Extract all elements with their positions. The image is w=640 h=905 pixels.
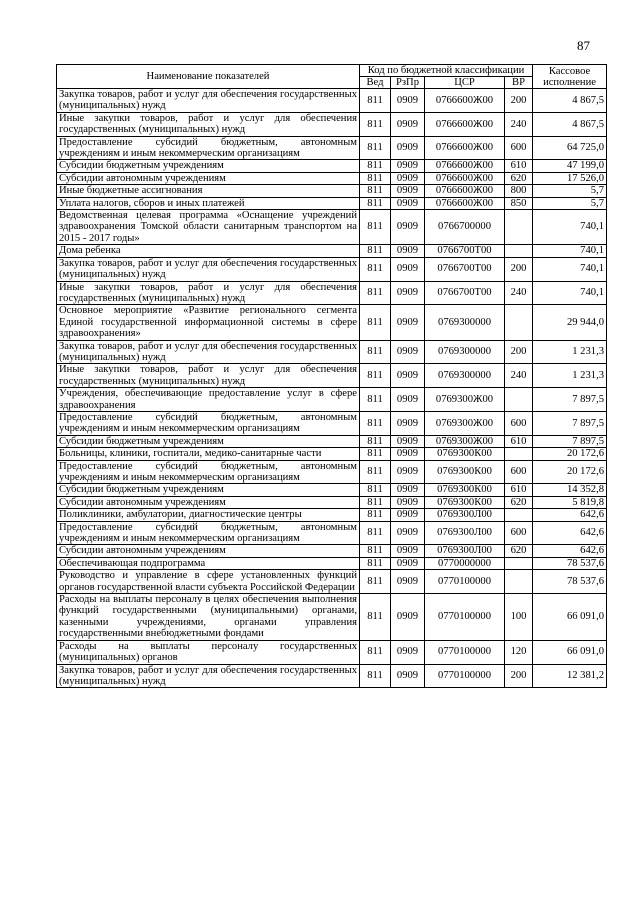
row-vr: 620 xyxy=(505,496,533,508)
row-ved: 811 xyxy=(360,509,391,521)
row-sum: 740,1 xyxy=(533,257,607,281)
table-row xyxy=(57,509,607,521)
row-name: Основное мероприятие «Развитие регионального сегмента Единой государственной информационной системы в сфере здравоохранения» xyxy=(57,305,360,340)
row-vr: 200 xyxy=(505,664,533,688)
row-name: Руководство и управление в сфере установленных функций органов государственной власти субъекта Российской Федерации xyxy=(57,570,360,594)
table-row xyxy=(57,640,607,664)
row-name: Иные бюджетные ассигнования xyxy=(57,185,360,197)
row-vr: 200 xyxy=(505,89,533,113)
row-ved: 811 xyxy=(360,245,391,257)
row-sum: 5,7 xyxy=(533,185,607,197)
row-csr: 0770100000 xyxy=(425,664,505,688)
row-csr: 0766600Ж00 xyxy=(425,172,505,184)
table-body xyxy=(57,89,607,688)
row-ved: 811 xyxy=(360,197,391,209)
row-vr: 850 xyxy=(505,197,533,209)
row-name: Субсидии автономным учреждениям xyxy=(57,172,360,184)
row-name: Иные закупки товаров, работ и услуг для обеспечения государственных (муниципальных) нужд xyxy=(57,364,360,388)
table-row xyxy=(57,364,607,388)
row-vr: 240 xyxy=(505,281,533,305)
row-ved: 811 xyxy=(360,448,391,460)
row-sum: 64 725,0 xyxy=(533,136,607,160)
row-name: Закупка товаров, работ и услуг для обеспечения государственных (муниципальных) нужд xyxy=(57,340,360,364)
row-csr: 0766700Т00 xyxy=(425,257,505,281)
row-name: Субсидии бюджетным учреждениям xyxy=(57,484,360,496)
row-rzpr: 0909 xyxy=(391,245,425,257)
row-csr: 0766700Т00 xyxy=(425,281,505,305)
row-vr xyxy=(505,448,533,460)
row-rzpr: 0909 xyxy=(391,136,425,160)
row-csr: 0770000000 xyxy=(425,557,505,569)
row-sum: 7 897,5 xyxy=(533,388,607,412)
row-rzpr: 0909 xyxy=(391,570,425,594)
row-csr: 0766600Ж00 xyxy=(425,89,505,113)
row-ved: 811 xyxy=(360,664,391,688)
row-ved: 811 xyxy=(360,136,391,160)
table-row xyxy=(57,172,607,184)
row-name: Иные закупки товаров, работ и услуг для обеспечения государственных (муниципальных) нужд xyxy=(57,112,360,136)
row-csr: 0769300К00 xyxy=(425,496,505,508)
row-rzpr: 0909 xyxy=(391,448,425,460)
table-row xyxy=(57,340,607,364)
row-vr: 200 xyxy=(505,257,533,281)
row-rzpr: 0909 xyxy=(391,112,425,136)
row-rzpr: 0909 xyxy=(391,496,425,508)
table-row xyxy=(57,448,607,460)
row-vr: 610 xyxy=(505,160,533,172)
row-vr xyxy=(505,388,533,412)
row-rzpr: 0909 xyxy=(391,305,425,340)
row-sum: 78 537,6 xyxy=(533,570,607,594)
row-ved: 811 xyxy=(360,484,391,496)
row-rzpr: 0909 xyxy=(391,484,425,496)
row-csr: 0770100000 xyxy=(425,570,505,594)
row-vr: 100 xyxy=(505,594,533,641)
table-row xyxy=(57,257,607,281)
table-row xyxy=(57,484,607,496)
row-csr: 0766600Ж00 xyxy=(425,197,505,209)
row-sum: 17 526,0 xyxy=(533,172,607,184)
row-name: Закупка товаров, работ и услуг для обеспечения государственных (муниципальных) нужд xyxy=(57,257,360,281)
page-number: 87 xyxy=(577,38,590,53)
row-rzpr: 0909 xyxy=(391,435,425,447)
row-rzpr: 0909 xyxy=(391,388,425,412)
row-rzpr: 0909 xyxy=(391,281,425,305)
row-sum: 642,6 xyxy=(533,545,607,557)
row-name: Субсидии автономным учреждениям xyxy=(57,545,360,557)
row-ved: 811 xyxy=(360,185,391,197)
row-name: Субсидии автономным учреждениям xyxy=(57,496,360,508)
row-csr: 0770100000 xyxy=(425,640,505,664)
row-csr: 0769300000 xyxy=(425,340,505,364)
row-sum: 78 537,6 xyxy=(533,557,607,569)
table-row xyxy=(57,664,607,688)
row-name: Предоставление субсидий бюджетным, автономным учреждениям и иным некоммерческим организациям xyxy=(57,136,360,160)
row-vr: 600 xyxy=(505,521,533,545)
header-ved: Вед xyxy=(360,77,391,89)
row-ved: 811 xyxy=(360,89,391,113)
row-sum: 14 352,8 xyxy=(533,484,607,496)
table-row xyxy=(57,89,607,113)
row-csr: 0770100000 xyxy=(425,594,505,641)
row-vr xyxy=(505,570,533,594)
row-rzpr: 0909 xyxy=(391,557,425,569)
row-rzpr: 0909 xyxy=(391,257,425,281)
row-rzpr: 0909 xyxy=(391,364,425,388)
row-sum: 1 231,3 xyxy=(533,340,607,364)
row-sum: 5 819,8 xyxy=(533,496,607,508)
row-vr: 120 xyxy=(505,640,533,664)
row-sum: 740,1 xyxy=(533,245,607,257)
row-ved: 811 xyxy=(360,545,391,557)
row-name: Ведомственная целевая программа «Оснащение учреждений здравоохранения Томской области санитарным транспортом на 2015 - 2017 годы» xyxy=(57,210,360,245)
row-vr: 600 xyxy=(505,460,533,484)
row-name: Предоставление субсидий бюджетным, автономным учреждениям и иным некоммерческим организациям xyxy=(57,460,360,484)
row-name: Предоставление субсидий бюджетным, автономным учреждениям и иным некоммерческим организациям xyxy=(57,521,360,545)
row-sum: 29 944,0 xyxy=(533,305,607,340)
header-vr: ВР xyxy=(505,77,533,89)
table-row xyxy=(57,521,607,545)
table-row xyxy=(57,305,607,340)
row-rzpr: 0909 xyxy=(391,545,425,557)
row-sum: 4 867,5 xyxy=(533,89,607,113)
table-row xyxy=(57,496,607,508)
header-rzpr: РзПр xyxy=(391,77,425,89)
row-ved: 811 xyxy=(360,640,391,664)
row-sum: 4 867,5 xyxy=(533,112,607,136)
budget-execution-table xyxy=(56,64,607,688)
row-csr: 0766700Т00 xyxy=(425,245,505,257)
row-rzpr: 0909 xyxy=(391,460,425,484)
header-csr: ЦСР xyxy=(425,77,505,89)
row-vr: 200 xyxy=(505,340,533,364)
row-rzpr: 0909 xyxy=(391,509,425,521)
table-row xyxy=(57,557,607,569)
row-rzpr: 0909 xyxy=(391,160,425,172)
row-vr: 600 xyxy=(505,136,533,160)
row-vr: 240 xyxy=(505,112,533,136)
row-ved: 811 xyxy=(360,594,391,641)
row-sum: 642,6 xyxy=(533,521,607,545)
row-csr: 0766700000 xyxy=(425,210,505,245)
row-name: Субсидии бюджетным учреждениям xyxy=(57,435,360,447)
row-vr xyxy=(505,509,533,521)
row-name: Больницы, клиники, госпитали, медико-санитарные части xyxy=(57,448,360,460)
row-name: Уплата налогов, сборов и иных платежей xyxy=(57,197,360,209)
row-name: Учреждения, обеспечивающие предоставление услуг в сфере здравоохранения xyxy=(57,388,360,412)
row-rzpr: 0909 xyxy=(391,89,425,113)
row-vr: 610 xyxy=(505,484,533,496)
table-row xyxy=(57,460,607,484)
row-rzpr: 0909 xyxy=(391,185,425,197)
row-csr: 0769300Л00 xyxy=(425,521,505,545)
row-rzpr: 0909 xyxy=(391,172,425,184)
row-sum: 66 091,0 xyxy=(533,594,607,641)
row-vr: 600 xyxy=(505,411,533,435)
row-ved: 811 xyxy=(360,364,391,388)
row-sum: 1 231,3 xyxy=(533,364,607,388)
row-name: Закупка товаров, работ и услуг для обеспечения государственных (муниципальных) нужд xyxy=(57,664,360,688)
row-name: Обеспечивающая подпрограмма xyxy=(57,557,360,569)
table-row xyxy=(57,185,607,197)
table-row xyxy=(57,570,607,594)
row-ved: 811 xyxy=(360,435,391,447)
row-vr: 240 xyxy=(505,364,533,388)
table-header xyxy=(57,65,607,89)
row-csr: 0766600Ж00 xyxy=(425,112,505,136)
row-vr xyxy=(505,305,533,340)
table-row xyxy=(57,435,607,447)
header-sum: Кассовое исполнение xyxy=(533,65,607,89)
row-rzpr: 0909 xyxy=(391,340,425,364)
row-ved: 811 xyxy=(360,210,391,245)
row-rzpr: 0909 xyxy=(391,521,425,545)
table-row xyxy=(57,245,607,257)
row-ved: 811 xyxy=(360,340,391,364)
row-name: Субсидии бюджетным учреждениям xyxy=(57,160,360,172)
row-ved: 811 xyxy=(360,557,391,569)
row-sum: 740,1 xyxy=(533,281,607,305)
row-csr: 0769300Ж00 xyxy=(425,435,505,447)
row-sum: 12 381,2 xyxy=(533,664,607,688)
row-ved: 811 xyxy=(360,172,391,184)
row-sum: 20 172,6 xyxy=(533,460,607,484)
row-csr: 0769300Ж00 xyxy=(425,411,505,435)
row-ved: 811 xyxy=(360,570,391,594)
row-name: Закупка товаров, работ и услуг для обеспечения государственных (муниципальных) нужд xyxy=(57,89,360,113)
row-ved: 811 xyxy=(360,460,391,484)
row-sum: 740,1 xyxy=(533,210,607,245)
table-row xyxy=(57,197,607,209)
row-csr: 0769300000 xyxy=(425,305,505,340)
row-csr: 0769300000 xyxy=(425,364,505,388)
row-ved: 811 xyxy=(360,112,391,136)
row-csr: 0769300Л00 xyxy=(425,545,505,557)
row-csr: 0769300К00 xyxy=(425,484,505,496)
table-row xyxy=(57,136,607,160)
row-name: Расходы на выплаты персоналу в целях обеспечения выполнения функций государственными (муниципальными) органами, казенными учреждениями, органами управления государственными внебюджетными фондами xyxy=(57,594,360,641)
row-csr: 0766600Ж00 xyxy=(425,136,505,160)
row-rzpr: 0909 xyxy=(391,197,425,209)
row-sum: 7 897,5 xyxy=(533,435,607,447)
row-csr: 0769300К00 xyxy=(425,448,505,460)
row-ved: 811 xyxy=(360,281,391,305)
row-sum: 7 897,5 xyxy=(533,411,607,435)
row-sum: 66 091,0 xyxy=(533,640,607,664)
row-ved: 811 xyxy=(360,388,391,412)
table-row xyxy=(57,388,607,412)
row-rzpr: 0909 xyxy=(391,594,425,641)
row-rzpr: 0909 xyxy=(391,664,425,688)
table-row xyxy=(57,112,607,136)
row-name: Расходы на выплаты персоналу государственных (муниципальных) органов xyxy=(57,640,360,664)
row-vr: 620 xyxy=(505,545,533,557)
header-name: Наименование показателей xyxy=(57,65,360,89)
row-rzpr: 0909 xyxy=(391,210,425,245)
row-csr: 0769300Л00 xyxy=(425,509,505,521)
row-name: Поликлиники, амбулатории, диагностические центры xyxy=(57,509,360,521)
row-csr: 0769300Ж00 xyxy=(425,388,505,412)
row-rzpr: 0909 xyxy=(391,411,425,435)
row-vr: 610 xyxy=(505,435,533,447)
row-sum: 20 172,6 xyxy=(533,448,607,460)
row-csr: 0766600Ж00 xyxy=(425,160,505,172)
row-name: Дома ребенка xyxy=(57,245,360,257)
row-ved: 811 xyxy=(360,411,391,435)
table-row xyxy=(57,281,607,305)
table-row xyxy=(57,160,607,172)
row-name: Предоставление субсидий бюджетным, автономным учреждениям и иным некоммерческим организациям xyxy=(57,411,360,435)
row-name: Иные закупки товаров, работ и услуг для обеспечения государственных (муниципальных) нужд xyxy=(57,281,360,305)
row-vr: 620 xyxy=(505,172,533,184)
header-code-group: Код по бюджетной классификации xyxy=(360,65,533,77)
row-ved: 811 xyxy=(360,305,391,340)
row-vr xyxy=(505,245,533,257)
row-ved: 811 xyxy=(360,160,391,172)
table-row xyxy=(57,545,607,557)
row-sum: 47 199,0 xyxy=(533,160,607,172)
table-row xyxy=(57,594,607,641)
row-ved: 811 xyxy=(360,496,391,508)
row-ved: 811 xyxy=(360,257,391,281)
row-vr: 800 xyxy=(505,185,533,197)
row-rzpr: 0909 xyxy=(391,640,425,664)
row-sum: 642,6 xyxy=(533,509,607,521)
row-csr: 0769300К00 xyxy=(425,460,505,484)
row-sum: 5,7 xyxy=(533,197,607,209)
row-ved: 811 xyxy=(360,521,391,545)
row-vr xyxy=(505,557,533,569)
row-vr xyxy=(505,210,533,245)
row-csr: 0766600Ж00 xyxy=(425,185,505,197)
table-row xyxy=(57,210,607,245)
table-row xyxy=(57,411,607,435)
